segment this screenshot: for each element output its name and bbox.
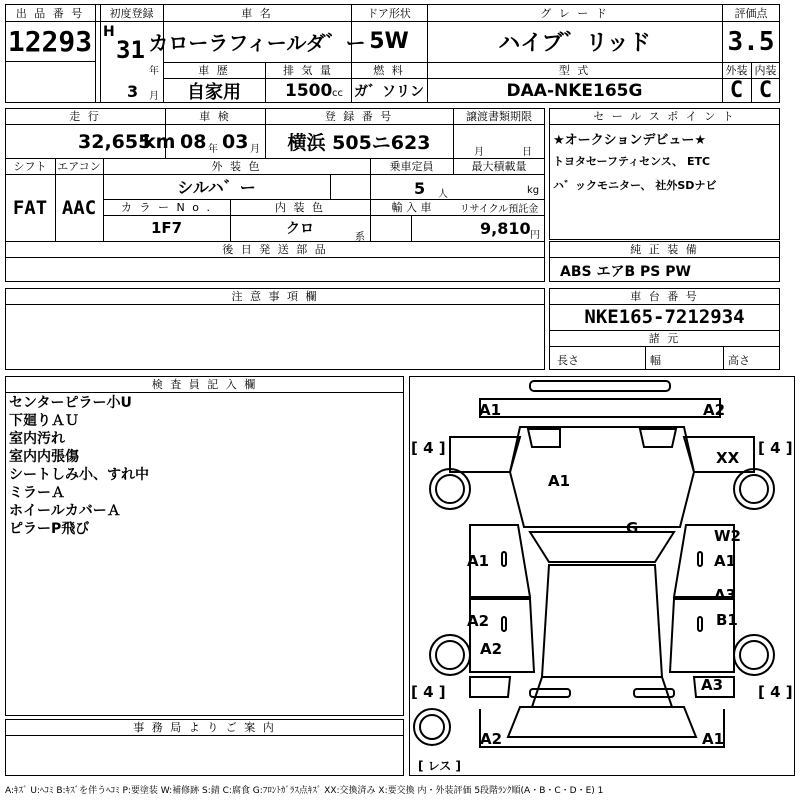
displacement: 1500: [285, 81, 333, 101]
capacity: 5: [414, 179, 426, 198]
remark-line: 室内内張傷: [9, 449, 79, 465]
chassis-label: 車 台 番 号: [630, 290, 699, 303]
int-color-unit: 系: [355, 232, 365, 243]
remark-line: ピラーP飛び: [9, 521, 90, 537]
transfer-label: 譲渡書類期限: [466, 110, 532, 123]
inspector-remarks: [9, 394, 149, 538]
score-label: 評価点: [734, 6, 768, 20]
remark-line: 下廻りＡＵ: [9, 413, 79, 429]
damage-right-w2: W2: [714, 527, 741, 545]
first-reg-month: 3: [127, 82, 139, 101]
sales-point-line: ★オークションデビュー★: [553, 133, 707, 148]
inspector-label: 検 査 員 記 入 欄: [151, 378, 258, 391]
car-outline: [410, 377, 794, 775]
inspection-year: 08: [180, 131, 207, 153]
transfer-month-unit: 月: [474, 147, 484, 158]
ac-label: エアコン: [57, 160, 101, 173]
tire-rear-right: [ 4 ]: [758, 683, 793, 701]
inspection-month-unit: 月: [250, 144, 260, 155]
era: H: [103, 24, 115, 40]
grade-label: グ レ ー ド: [540, 6, 609, 20]
remark-line: ホイールカバーＡ: [9, 503, 121, 519]
damage-right-a1: A1: [714, 552, 737, 570]
tire-rear-left: [ 4 ]: [411, 683, 446, 701]
sales-point-line: ハ゛ックモニター、 社外SDナビ: [553, 179, 717, 192]
spare-tire: [ レス ]: [418, 759, 461, 773]
damage-left-door-front: A1: [467, 552, 490, 570]
car-diagram: [409, 376, 795, 776]
equipment-label: 純 正 装 備: [630, 243, 699, 256]
sales-points-label: セ ー ル ス ポ イ ン ト: [593, 110, 736, 123]
import-label: 輸 入 車: [391, 201, 432, 214]
color-no: 1F7: [150, 219, 183, 237]
lot-no: 12293: [7, 24, 93, 58]
damage-right-b1: B1: [716, 611, 738, 629]
fuel-label: 燃 料: [373, 64, 405, 77]
later-parts-label: 後 日 発 送 部 品: [222, 243, 328, 256]
air-conditioner: AAC: [61, 196, 97, 219]
load-label: 最大積載量: [471, 160, 527, 173]
capacity-label: 乗車定員: [389, 160, 434, 173]
door-type: 5W: [369, 29, 409, 54]
office-label: 事 務 局 よ り ご 案 内: [133, 721, 276, 734]
load-unit: kg: [527, 185, 540, 196]
displacement-unit: cc: [332, 88, 343, 99]
damage-front-right: A2: [703, 401, 726, 419]
mileage: 32,655: [78, 131, 152, 153]
damage-right-rear: A3: [701, 676, 724, 694]
transfer-day-unit: 日: [522, 147, 532, 158]
year-unit: 年: [149, 66, 159, 77]
color-label: 外 装 色: [211, 160, 262, 173]
car-name-label: 車 名: [241, 6, 273, 20]
height-label: 高さ: [728, 354, 750, 367]
recycle-label: リサイクル預託金: [459, 203, 539, 215]
grade: ハイブ゛リッド: [498, 31, 651, 56]
int-color: クロ: [286, 221, 314, 237]
damage-hood: A1: [548, 472, 571, 490]
remark-line: シートしみ小、すれ中: [9, 467, 149, 483]
exterior-grade: C: [729, 78, 744, 103]
model-code: DAA-NKE165G: [506, 80, 643, 101]
displacement-label: 排 気 量: [283, 64, 333, 77]
inspection-label: 車 検: [199, 110, 231, 123]
first-reg-label: 初度登録: [109, 6, 154, 20]
plate-label: 登 録 番 号: [324, 110, 394, 123]
remark-line: 室内汚れ: [9, 431, 65, 447]
damage-front-left: A1: [479, 401, 502, 419]
width-label: 幅: [650, 354, 661, 367]
damage-left-rear: A2: [480, 640, 503, 658]
shift: FAT: [12, 196, 48, 219]
damage-rear-right: A1: [702, 730, 725, 748]
mileage-label: 走 行: [69, 110, 101, 123]
legend: A:ｷｽﾞ U:ﾍｺﾐ B:ｷｽﾞを伴うﾍｺﾐ P:要塗装 W:補修跡 S:錆 C:腐食 G:ﾌﾛﾝﾄｶﾞﾗｽ点ｷｽﾞ XX:交換済み X:要交換 内・外装評価 5段階ﾗﾝｸ順(A・B・C・D・E) 1: [5, 786, 604, 796]
recycle-unit: 円: [530, 230, 540, 241]
model-label: 型 式: [558, 64, 591, 77]
fuel: ガ゛ソリン: [354, 83, 424, 100]
remark-line: ミラーＡ: [9, 485, 65, 501]
damage-rear-left: A2: [480, 730, 503, 748]
sales-points-block: [549, 108, 780, 240]
shift-label: シフト: [13, 160, 47, 173]
damage-glass: G: [626, 519, 639, 537]
chassis-number: NKE165-7212934: [584, 306, 745, 328]
interior-grade: C: [758, 78, 773, 103]
damage-right-top: XX: [716, 449, 740, 467]
plate-number: 横浜 505ニ623: [287, 131, 431, 154]
tire-front-right: [ 4 ]: [758, 439, 793, 457]
exterior-color: シルハ゛ー: [177, 178, 256, 197]
score: 3.5: [727, 26, 775, 57]
tire-front-left: [ 4 ]: [411, 439, 446, 457]
remark-line: センターピラー小U: [9, 395, 132, 411]
inspection-month: 03: [222, 131, 249, 153]
sales-point-line: トヨタセーフティセンス、 ETC: [553, 155, 711, 168]
interior-label: 内装: [754, 64, 777, 77]
inspection-year-unit: 年: [208, 144, 218, 155]
mileage-unit: km: [143, 131, 176, 153]
equipment-value: ABS エアB PS PW: [560, 264, 691, 280]
damage-right-a3: A3: [714, 586, 737, 604]
length-label: 長さ: [557, 354, 579, 367]
door-label: ドア形状: [367, 6, 411, 20]
history-label: 車 歴: [198, 64, 230, 77]
capacity-unit: 人: [438, 189, 448, 200]
exterior-label: 外装: [725, 64, 748, 77]
lot-no-label: 出 品 番 号: [15, 6, 85, 20]
car-name: カローラフィールダ゛ー: [148, 31, 366, 55]
int-color-label: 内 装 色: [275, 201, 325, 214]
first-reg-year: 31: [116, 36, 145, 64]
notes-label: 注 意 事 項 欄: [231, 290, 319, 303]
color-no-label: カ ラ ー N o .: [121, 201, 212, 214]
month-unit: 月: [149, 91, 159, 102]
history: 自家用: [187, 81, 241, 103]
dims-label: 諸 元: [648, 332, 681, 345]
damage-left-door-rear: A2: [467, 612, 490, 630]
recycle-fee: 9,810: [480, 219, 531, 238]
